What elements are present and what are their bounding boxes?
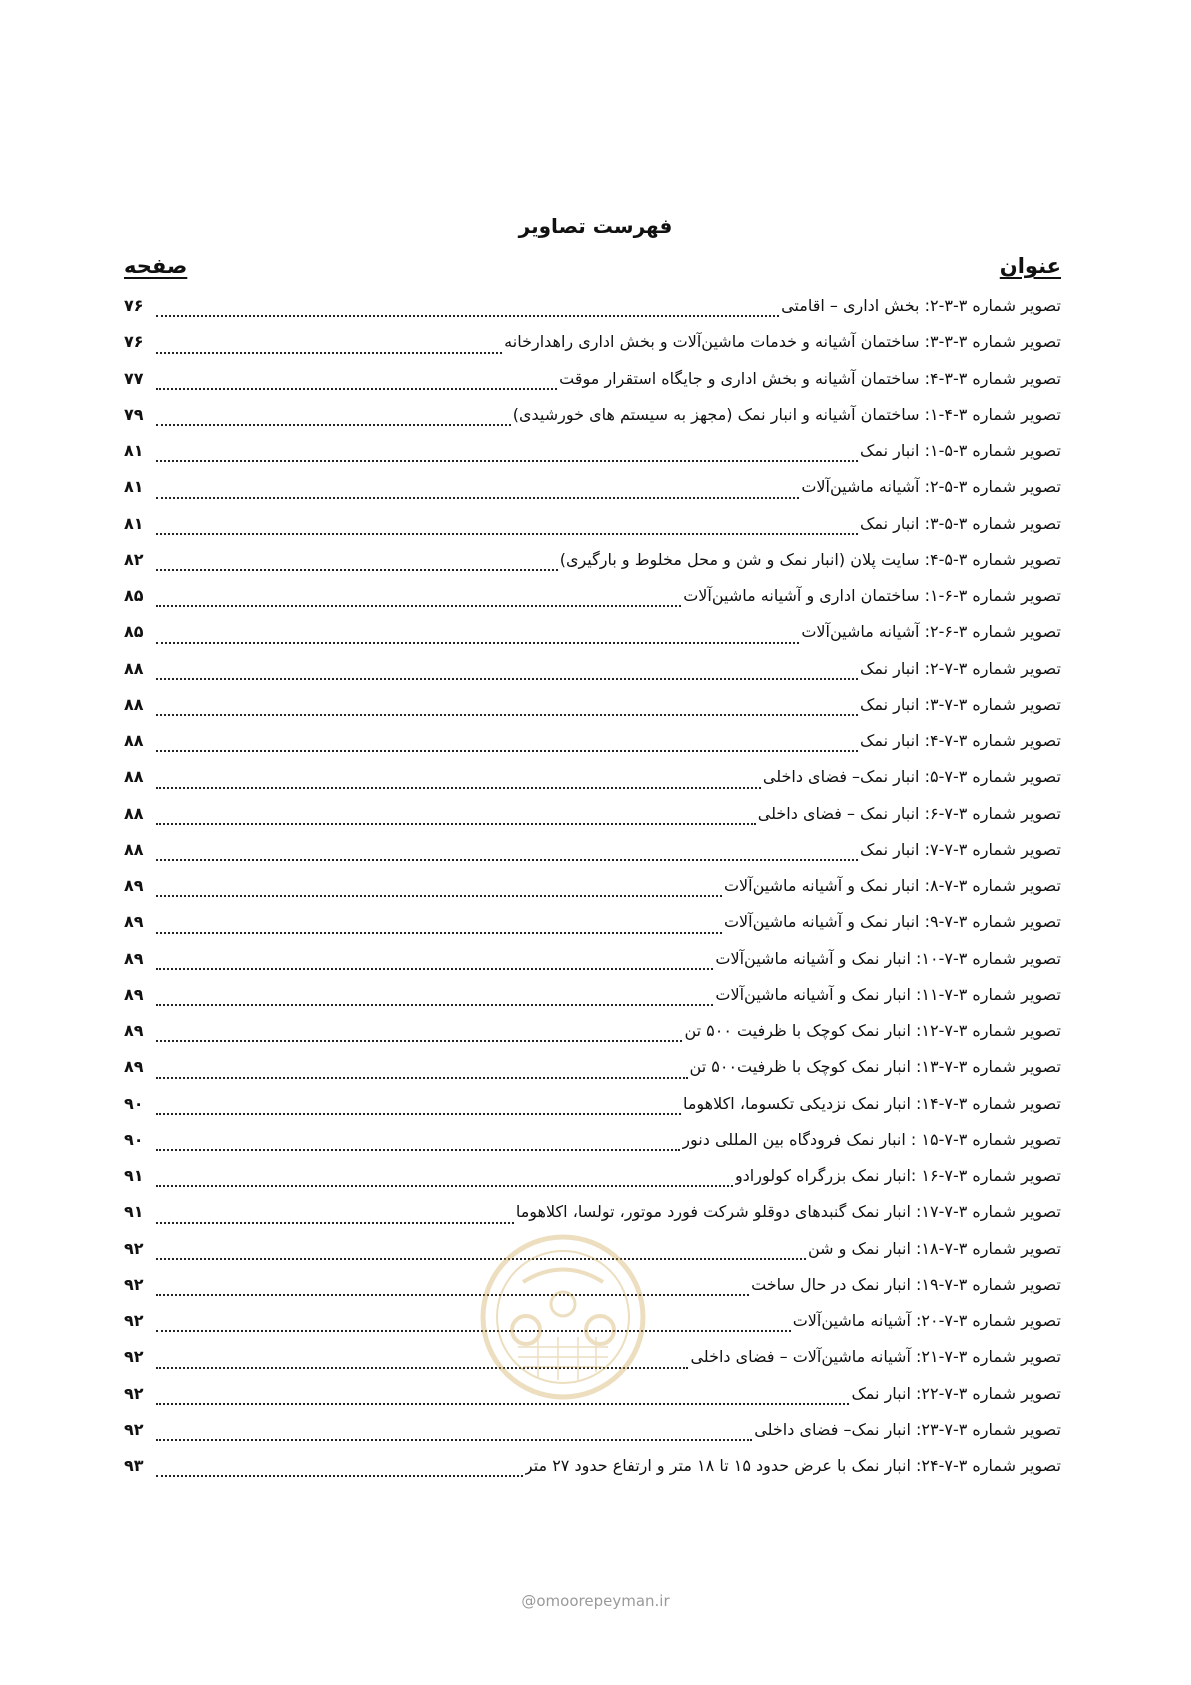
- title-column-header: عنوان: [999, 254, 1061, 278]
- entry-title: تصویر شماره ۳-۳-۴: ساختمان آشیانه و بخش اداری و جایگاه استقرار موقت: [559, 368, 1061, 388]
- toc-entry: [124, 1347, 1061, 1383]
- toc-entry: [124, 1130, 1061, 1166]
- toc-entry: [124, 912, 1061, 948]
- entry-title: تصویر شماره ۳-۶-۲: آشیانه ماشین‌آلات: [801, 622, 1061, 642]
- entry-title: تصویر شماره ۳-۷-۱۴: انبار نمک نزدیکی تکسوما، اکلاهوما: [682, 1093, 1061, 1113]
- entry-title: تصویر شماره ۳-۷-۱۳: انبار نمک کوچک با ظرفیت۵۰۰ تن: [689, 1057, 1061, 1077]
- dot-leader: [156, 1077, 688, 1079]
- dot-leader: [156, 750, 858, 752]
- dot-leader: [156, 1004, 713, 1006]
- entry-title: تصویر شماره ۳-۷-۷: انبار نمک: [860, 839, 1061, 859]
- entry-page-number: ۹۲: [124, 1347, 144, 1367]
- entry-page-number: ۸۱: [124, 477, 144, 497]
- dot-leader: [156, 460, 858, 462]
- entry-page-number: ۸۹: [124, 1057, 144, 1077]
- dot-leader: [156, 1294, 749, 1296]
- entry-page-number: ۸۹: [124, 912, 144, 932]
- entry-page-number: ۸۵: [124, 622, 144, 642]
- dot-leader: [156, 642, 799, 644]
- toc-entry: [124, 840, 1061, 876]
- entry-title: تصویر شماره ۳-۷-۱۰: انبار نمک و آشیانه ماشین‌آلات: [715, 948, 1061, 968]
- dot-leader: [156, 787, 761, 789]
- toc-entry: [124, 731, 1061, 767]
- page-column-header: صفحه: [124, 254, 188, 278]
- toc-entry: [124, 804, 1061, 840]
- entry-page-number: ۸۸: [124, 839, 144, 859]
- dot-leader: [156, 352, 502, 354]
- entry-title: تصویر شماره ۳-۷-۲۱: آشیانه ماشین‌آلات – فضای داخلی: [690, 1347, 1061, 1367]
- toc-entry: [124, 1239, 1061, 1275]
- entry-page-number: ۹۰: [124, 1129, 144, 1149]
- toc-entry: [124, 985, 1061, 1021]
- entry-page-number: ۸۸: [124, 803, 144, 823]
- toc-entry: [124, 296, 1061, 332]
- entry-title: تصویر شماره ۳-۷-۴: انبار نمک: [860, 731, 1061, 750]
- entry-title: تصویر شماره ۳-۶-۱: ساختمان اداری و آشیانه ماشین‌آلات: [683, 586, 1061, 605]
- toc-entry: [124, 586, 1061, 622]
- entry-page-number: ۷۶: [124, 332, 144, 352]
- dot-leader: [156, 823, 756, 825]
- toc-entry: [124, 1420, 1061, 1456]
- dot-leader: [156, 1040, 682, 1042]
- dot-leader: [156, 714, 858, 716]
- entry-page-number: ۸۹: [124, 948, 144, 968]
- toc-entry: [124, 1166, 1061, 1202]
- toc-entry: [124, 876, 1061, 912]
- footer-website: @omoorepeyman.ir: [521, 1592, 670, 1610]
- dot-leader: [156, 678, 858, 680]
- dot-leader: [156, 1475, 523, 1477]
- dot-leader: [156, 315, 779, 317]
- dot-leader: [156, 424, 511, 426]
- dot-leader: [156, 1258, 806, 1260]
- entry-page-number: ۸۸: [124, 658, 144, 678]
- toc-entry: [124, 550, 1061, 586]
- dot-leader: [156, 859, 858, 861]
- entry-page-number: ۹۰: [124, 1093, 144, 1113]
- entry-page-number: ۷۷: [124, 368, 144, 388]
- entry-page-number: ۸۹: [124, 1021, 144, 1040]
- entry-title: تصویر شماره ۳-۷-۲۴: انبار نمک با عرض حدود ۱۵ تا ۱۸ متر و ارتفاع حدود ۲۷ متر: [524, 1456, 1061, 1475]
- dot-leader: [156, 1439, 752, 1441]
- entry-page-number: ۹۲: [124, 1238, 144, 1258]
- entry-page-number: ۸۱: [124, 513, 144, 533]
- entry-title: تصویر شماره ۳-۷-۲: انبار نمک: [860, 658, 1061, 678]
- dot-leader: [156, 569, 558, 571]
- entry-title: تصویر شماره ۳-۷-۳: انبار نمک: [860, 694, 1061, 714]
- entry-title: تصویر شماره ۳-۴-۱: ساختمان آشیانه و انبار نمک (مجهز به سیستم های خورشیدی): [512, 404, 1061, 424]
- entry-page-number: ۹۳: [124, 1456, 144, 1475]
- toc-entry: [124, 1384, 1061, 1420]
- entry-title: تصویر شماره ۳-۷-۲۰: آشیانه ماشین‌آلات: [792, 1311, 1061, 1330]
- entry-page-number: ۹۲: [124, 1311, 144, 1330]
- toc-entry: [124, 695, 1061, 731]
- entry-title: تصویر شماره ۳-۷-۱۹: انبار نمک در حال ساخت: [751, 1274, 1061, 1294]
- dot-leader: [156, 533, 858, 535]
- toc-entry: [124, 1311, 1061, 1347]
- dot-leader: [156, 1185, 733, 1187]
- dot-leader: [156, 497, 799, 499]
- dot-leader: [156, 1149, 680, 1151]
- entry-page-number: ۸۵: [124, 586, 144, 605]
- toc-entry: [124, 405, 1061, 441]
- entry-title: تصویر شماره ۳-۷-۸: انبار نمک و آشیانه ماشین‌آلات: [723, 876, 1061, 895]
- column-headers: [124, 254, 1061, 286]
- entry-page-number: ۷۶: [124, 296, 144, 315]
- entry-title: تصویر شماره ۳-۷-۱۱: انبار نمک و آشیانه ماشین‌آلات: [715, 984, 1061, 1004]
- toc-entry: [124, 369, 1061, 405]
- toc-entry: [124, 1094, 1061, 1130]
- entry-title: تصویر شماره ۳-۵-۱: انبار نمک: [860, 441, 1061, 460]
- entry-title: تصویر شماره ۳-۷-۶: انبار نمک – فضای داخلی: [757, 803, 1061, 823]
- toc-entry: [124, 514, 1061, 550]
- entry-page-number: ۸۸: [124, 767, 144, 787]
- entry-title: تصویر شماره ۳-۷-۱۵ : انبار نمک فرودگاه بین المللی دنور: [682, 1129, 1061, 1149]
- entry-page-number: ۸۸: [124, 694, 144, 714]
- toc-entry: [124, 1202, 1061, 1238]
- dot-leader: [156, 1403, 849, 1405]
- entry-page-number: ۸۲: [124, 549, 144, 569]
- dot-leader: [156, 1330, 791, 1332]
- entry-page-number: ۸۹: [124, 876, 144, 895]
- dot-leader: [156, 605, 681, 607]
- entry-title: تصویر شماره ۳-۳-۳: ساختمان آشیانه و خدمات ماشین‌آلات و بخش اداری راهدارخانه: [504, 332, 1061, 352]
- entry-title: تصویر شماره ۳-۵-۳: انبار نمک: [860, 513, 1061, 533]
- entry-page-number: ۷۹: [124, 404, 144, 424]
- entry-page-number: ۸۱: [124, 441, 144, 460]
- toc-entry: [124, 1456, 1061, 1492]
- toc-entry: [124, 332, 1061, 368]
- entry-page-number: ۹۱: [124, 1202, 144, 1222]
- entry-page-number: ۸۸: [124, 731, 144, 750]
- entry-page-number: ۹۲: [124, 1383, 144, 1403]
- dot-leader: [156, 1113, 681, 1115]
- list-of-figures: [124, 296, 1061, 1492]
- dot-leader: [156, 968, 713, 970]
- toc-entry: [124, 949, 1061, 985]
- entry-title: تصویر شماره ۳-۷-۵: انبار نمک– فضای داخلی: [762, 767, 1061, 787]
- entry-title: تصویر شماره ۳-۷-۲۲: انبار نمک: [851, 1383, 1061, 1403]
- dot-leader: [156, 932, 722, 934]
- dot-leader: [156, 388, 557, 390]
- entry-title: تصویر شماره ۳-۷-۱۸: انبار نمک و شن: [807, 1238, 1061, 1258]
- entry-page-number: ۹۲: [124, 1274, 144, 1294]
- entry-title: تصویر شماره ۳-۵-۴: سایت پلان (انبار نمک و شن و محل مخلوط و بارگیری): [559, 549, 1061, 569]
- entry-title: تصویر شماره ۳-۷-۱۲: انبار نمک کوچک با ظرفیت ۵۰۰ تن: [684, 1021, 1061, 1040]
- toc-entry: [124, 477, 1061, 513]
- toc-entry: [124, 1275, 1061, 1311]
- page-title: فهرست تصاویر: [518, 214, 673, 238]
- entry-page-number: ۹۲: [124, 1419, 144, 1439]
- toc-entry: [124, 1021, 1061, 1057]
- entry-title: تصویر شماره ۳-۵-۲: آشیانه ماشین‌آلات: [801, 477, 1061, 497]
- dot-leader: [156, 1367, 688, 1369]
- dot-leader: [156, 895, 722, 897]
- entry-title: تصویر شماره ۳-۷-۲۳: انبار نمک– فضای داخلی: [754, 1419, 1061, 1439]
- toc-entry: [124, 622, 1061, 658]
- entry-title: تصویر شماره ۳-۷-۱۶ :انبار نمک بزرگراه کولورادو: [734, 1166, 1061, 1185]
- entry-page-number: ۸۹: [124, 984, 144, 1004]
- entry-title: تصویر شماره ۳-۷-۱۷: انبار نمک گنبدهای دوقلو شرکت فورد موتور، تولسا، اکلاهوما: [515, 1202, 1061, 1222]
- entry-title: تصویر شماره ۳-۷-۹: انبار نمک و آشیانه ماشین‌آلات: [723, 912, 1061, 932]
- toc-entry: [124, 1057, 1061, 1093]
- entry-page-number: ۹۱: [124, 1166, 144, 1185]
- toc-entry: [124, 767, 1061, 803]
- entry-title: تصویر شماره ۳-۳-۲: بخش اداری – اقامتی: [781, 296, 1061, 315]
- dot-leader: [156, 1222, 514, 1224]
- toc-entry: [124, 441, 1061, 477]
- toc-entry: [124, 659, 1061, 695]
